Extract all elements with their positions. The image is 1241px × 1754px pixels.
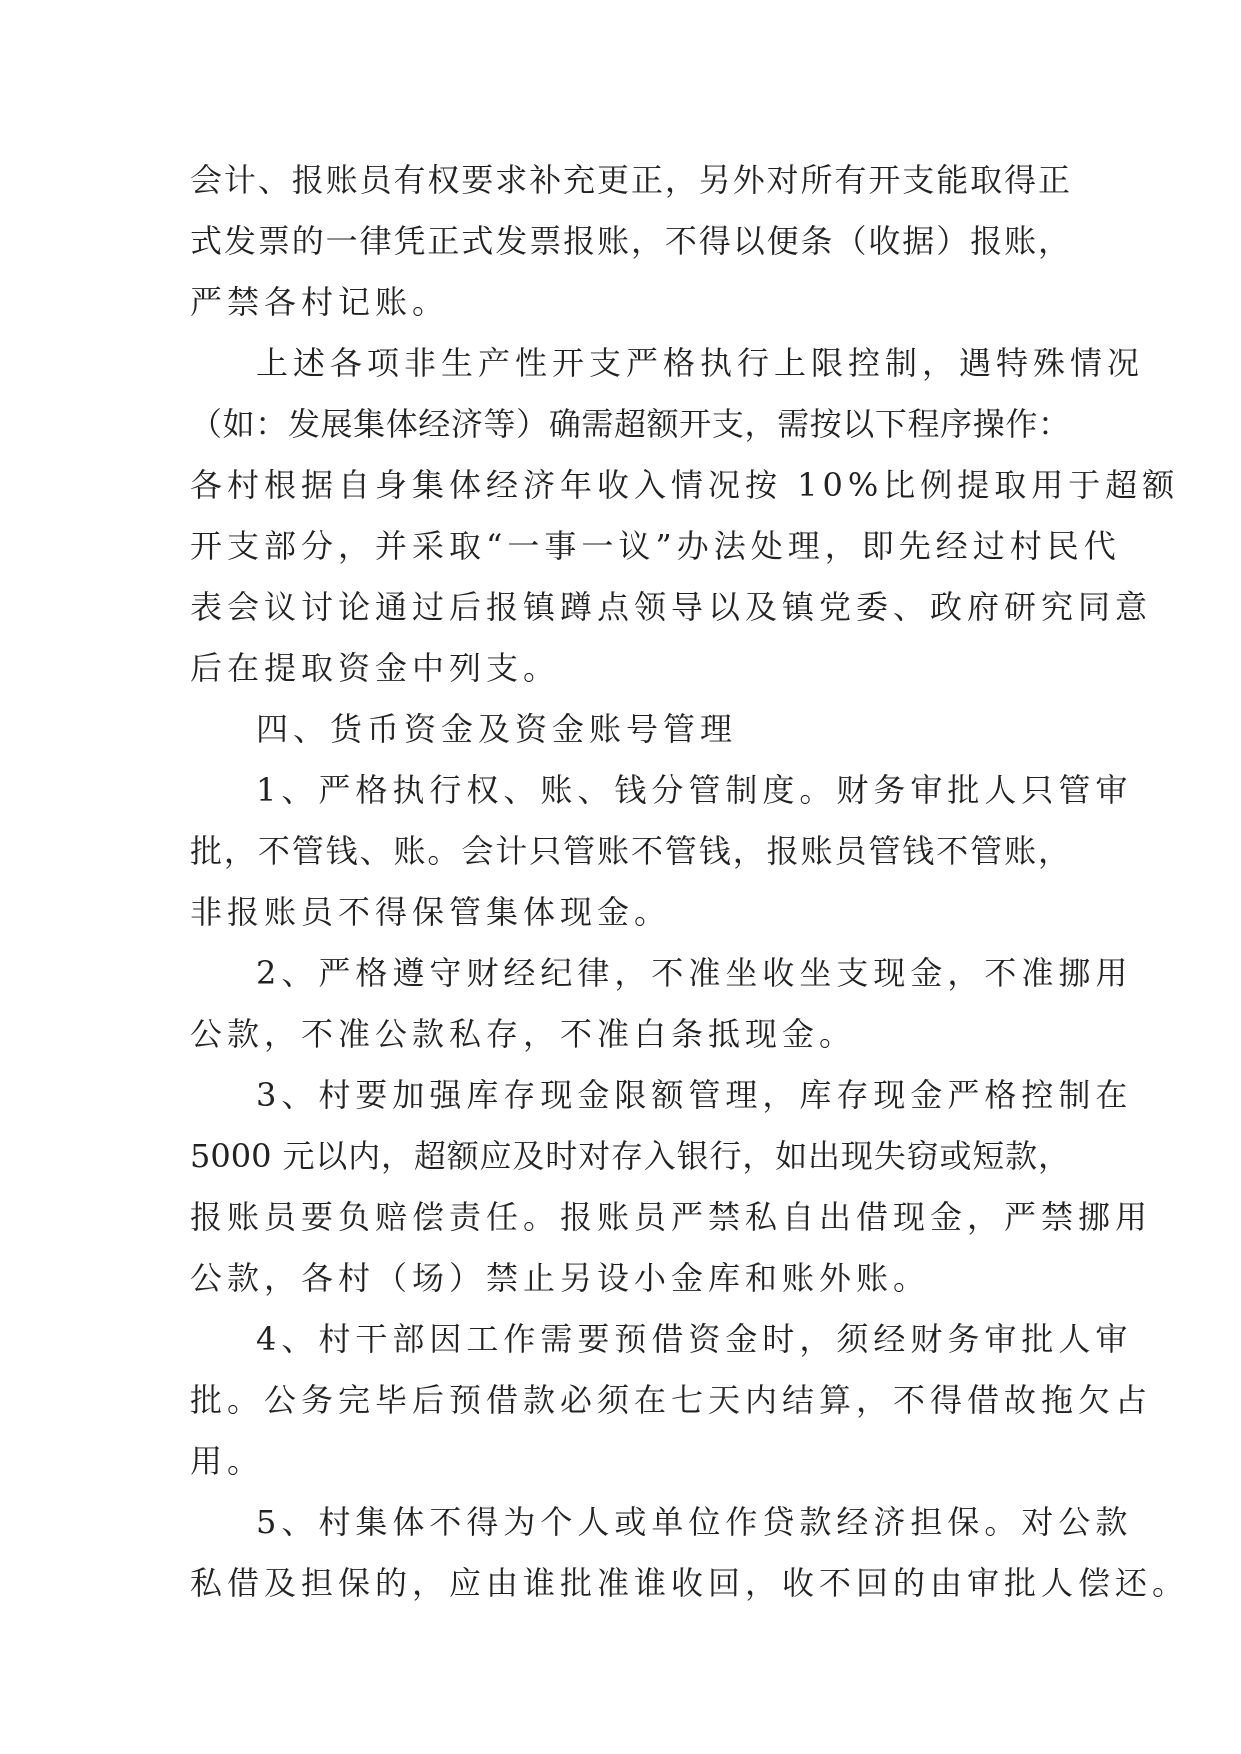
- text-line: 私借及担保的，应由谁批准谁收回，收不回的由审批人偿还。: [190, 1564, 1190, 1602]
- list-item-4: [190, 1309, 1153, 1492]
- text-line: 批。公务完毕后预借款必须在七天内结算，不得借故拖欠占: [190, 1381, 1153, 1419]
- text-line: 会计、报账员有权要求补充更正，另外对所有开支能取得正: [190, 161, 1070, 199]
- text-line: 5、村集体不得为个人或单位作贷款经济担保。对公款: [256, 1503, 1133, 1541]
- text-line: 批，不管钱、账。会计只管账不管钱，报账员管钱不管账，: [190, 832, 1070, 870]
- list-item-5: [190, 1492, 1190, 1614]
- text-line: 5000 元以内，超额应及时对存入银行，如出现失窃或短款，: [190, 1137, 1070, 1175]
- text-line: 非报账员不得保管集体现金。: [190, 893, 672, 931]
- text-line: 各村根据自身集体经济年收入情况按 10%比例提取用于超额: [190, 466, 1180, 504]
- document-body: [190, 150, 1190, 1614]
- text-line: 表会议讨论通过后报镇蹲点领导以及镇党委、政府研究同意: [190, 588, 1153, 626]
- list-item-2: [190, 943, 1133, 1065]
- paragraph-p1: [190, 150, 1070, 333]
- section-heading-4: [190, 699, 1070, 760]
- section-heading: 四、货币资金及资金账号管理: [256, 710, 738, 748]
- list-item-3: [190, 1065, 1153, 1309]
- text-line: 3、村要加强库存现金限额管理，库存现金严格控制在: [256, 1076, 1133, 1114]
- paragraph-p2: [190, 333, 1180, 699]
- text-line: 上述各项非生产性开支严格执行上限控制，遇特殊情况: [256, 344, 1145, 382]
- text-line: 4、村干部因工作需要预借资金时，须经财务审批人审: [256, 1320, 1133, 1358]
- text-line: 后在提取资金中列支。: [190, 649, 561, 687]
- text-line: 1、严格执行权、账、钱分管制度。财务审批人只管审: [256, 771, 1133, 809]
- text-line: 用。: [190, 1442, 265, 1480]
- text-line: 开支部分，并采取“一事一议”办法处理，即先经过村民代: [190, 527, 1121, 565]
- text-line: 报账员要负赔偿责任。报账员严禁私自出借现金，严禁挪用: [190, 1198, 1153, 1236]
- text-line: 公款，不准公款私存，不准白条抵现金。: [190, 1015, 857, 1053]
- text-line: 严禁各村记账。: [190, 283, 450, 321]
- text-line: 2、严格遵守财经纪律，不准坐收坐支现金，不准挪用: [256, 954, 1133, 992]
- list-item-1: [190, 760, 1133, 943]
- text-line: 公款，各村（场）禁止另设小金库和账外账。: [190, 1259, 931, 1297]
- text-line: 式发票的一律凭正式发票报账，不得以便条（收据）报账，: [190, 222, 1070, 260]
- text-line: （如：发展集体经济等）确需超额开支，需按以下程序操作：: [190, 405, 1070, 443]
